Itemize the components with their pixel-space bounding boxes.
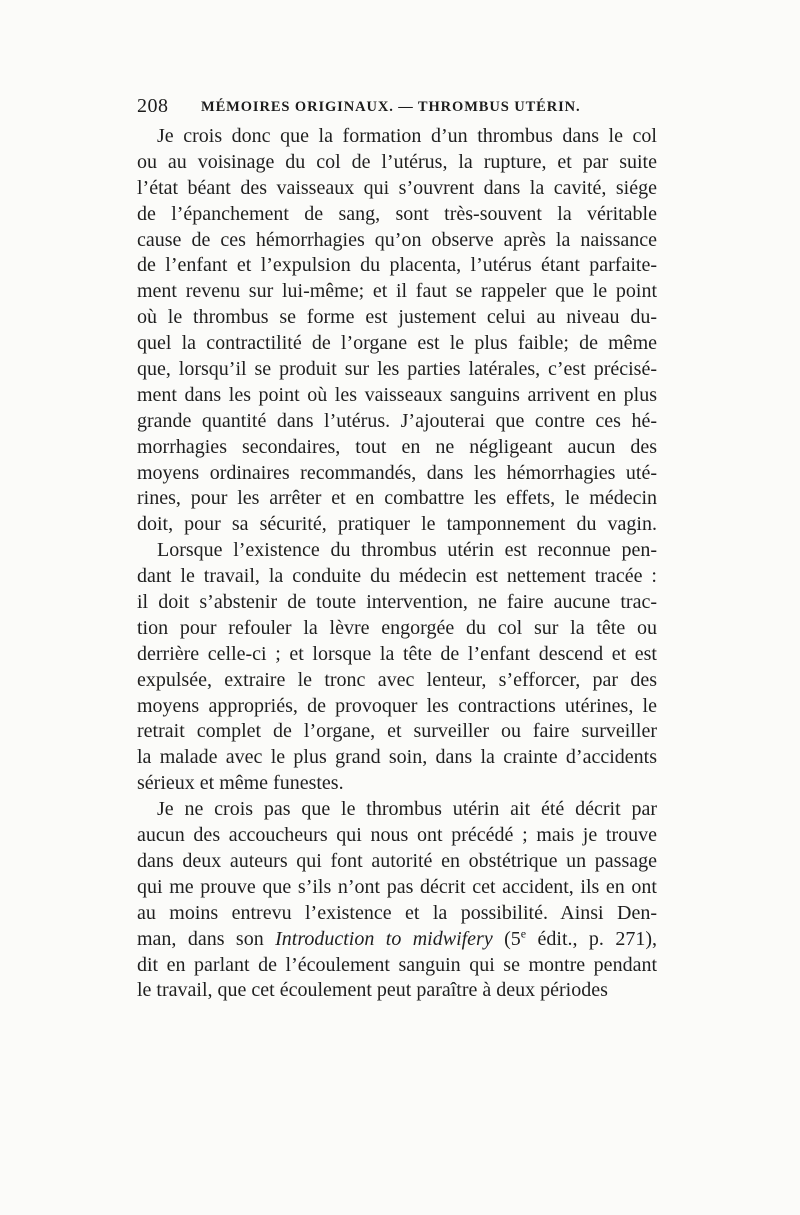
- text-line: ment dans les point où les vaisseaux sanguins arrivent en plus: [137, 383, 657, 406]
- text-line: où le thrombus se forme est justement celui au niveau du-: [137, 306, 657, 329]
- text-line: au moins entrevu l’existence et la possibilité. Ainsi Den-: [137, 901, 657, 924]
- text-line: cause de ces hémorrhagies qu’on observe après la naissance: [137, 228, 657, 251]
- paragraph-prior-authors: [137, 797, 657, 1004]
- text-line-denman-citation: [137, 927, 657, 953]
- paragraph-thrombus-hemorrhage: [137, 124, 657, 538]
- text-line: il doit s’abstenir de toute intervention, ne faire aucune trac-: [137, 591, 657, 614]
- text-line: rines, pour les arrêter et en combattre les effets, le médecin: [137, 487, 657, 510]
- text-line: qui me prouve que s’ils n’ont pas décrit cet accident, ils en ont: [137, 875, 657, 898]
- running-title: MÉMOIRES ORIGINAUX. — THROMBUS UTÉRIN.: [201, 99, 581, 115]
- text-line: de l’enfant et l’expulsion du placenta, l’utérus étant parfaite-: [137, 254, 657, 277]
- text-line: quel la contractilité de l’organe est le plus faible; de même: [137, 332, 657, 355]
- text-line: moyens ordinaires recommandés, dans les hémorrhagies uté-: [137, 461, 657, 484]
- citation-trail-text: édit., p. 271),: [526, 927, 657, 950]
- text-line: de l’épanchement de sang, sont très-souvent la véritable: [137, 202, 657, 225]
- text-line: retrait complet de l’organe, et surveiller ou faire surveiller: [137, 720, 657, 743]
- text-line: sérieux et même funestes.: [137, 772, 344, 795]
- page-header: [137, 94, 665, 118]
- edition-superscript: e: [520, 925, 527, 940]
- text-line: ment revenu sur lui-même; et il faut se rappeler que le point: [137, 280, 657, 303]
- text-line: morrhagies secondaires, tout en ne négligeant aucun des: [137, 435, 657, 458]
- text-line: grande quantité dans l’utérus. J’ajouterai que contre ces hé-: [137, 409, 657, 432]
- text-line: dant le travail, la conduite du médecin est nettement tracée :: [137, 565, 657, 588]
- text-line: Lorsque l’existence du thrombus utérin est reconnue pen-: [157, 539, 657, 562]
- text-line: derrière celle-ci ; et lorsque la tête de l’enfant descend et est: [137, 642, 657, 665]
- text-line: Je crois donc que la formation d’un thrombus dans le col: [157, 125, 657, 147]
- text-line: Je ne crois pas que le thrombus utérin ait été décrit par: [157, 798, 657, 821]
- text-line: la malade avec le plus grand soin, dans la crainte d’accidents: [137, 746, 657, 769]
- text-line: le travail, que cet écoulement peut paraître à deux périodes: [137, 979, 608, 1002]
- edition-open: (5: [492, 927, 521, 950]
- text-line: doit, pour sa sécurité, pratiquer le tamponnement du vagin.: [137, 513, 657, 536]
- text-line: dit en parlant de l’écoulement sanguin qui se montre pendant: [137, 953, 657, 976]
- text-line: aucun des accoucheurs qui nous ont précédé ; mais je trouve: [137, 824, 657, 847]
- citation-lead-text: man, dans son: [137, 927, 276, 950]
- paragraph-conduct-during-labor: [137, 538, 657, 797]
- text-line: moyens appropriés, de provoquer les contractions utérines, le: [137, 694, 657, 717]
- text-line: que, lorsqu’il se produit sur les parties latérales, c’est précisé-: [137, 358, 657, 381]
- text-line: tion pour refouler la lèvre engorgée du col sur la tête ou: [137, 616, 657, 639]
- text-line: l’état béant des vaisseaux qui s’ouvrent dans la cavité, siége: [137, 176, 657, 199]
- body-text: [137, 124, 657, 1004]
- text-line: dans deux auteurs qui font autorité en obstétrique un passage: [137, 849, 657, 872]
- book-title: Introduction to midwifery: [275, 927, 493, 950]
- text-line: ou au voisinage du col de l’utérus, la rupture, et par suite: [137, 150, 657, 173]
- page-number: 208: [137, 95, 169, 117]
- text-line: expulsée, extraire le tronc avec lenteur, s’efforcer, par des: [137, 668, 657, 691]
